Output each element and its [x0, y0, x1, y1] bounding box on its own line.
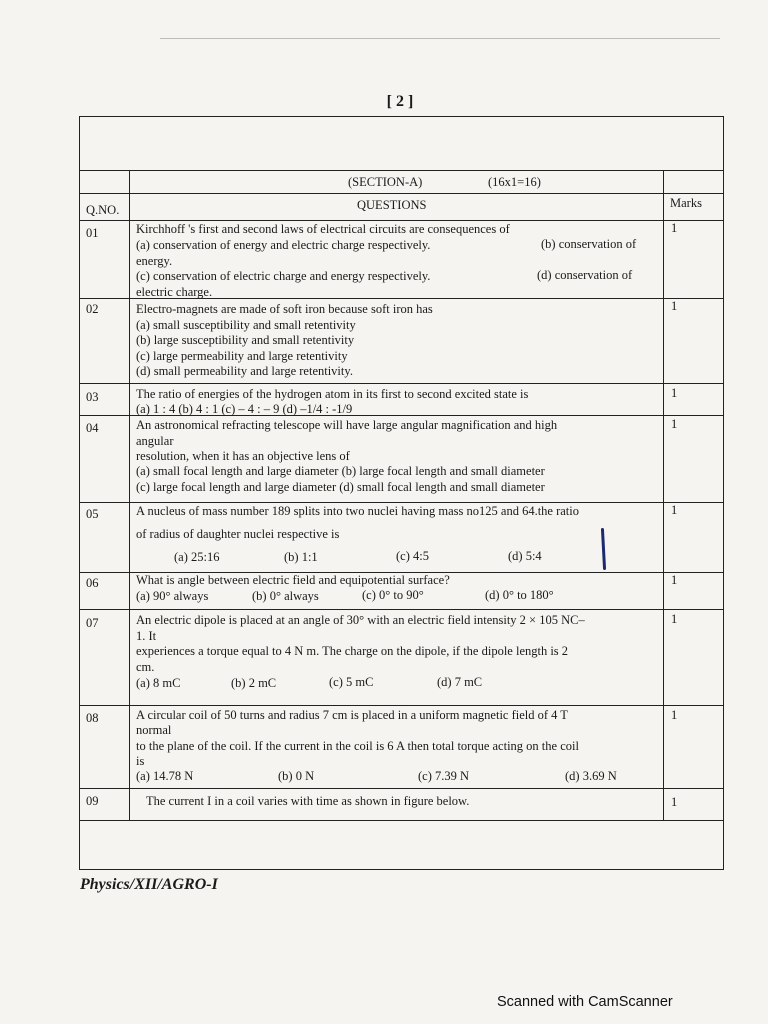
q04-stem-cont: angular — [136, 434, 174, 448]
q02-number: 02 — [86, 302, 99, 316]
rule-q06 — [79, 609, 724, 610]
q08-option-b: (b) 0 N — [278, 769, 315, 783]
q08-option-a: (a) 14.78 N — [136, 769, 194, 783]
rule-section-bottom — [79, 193, 724, 194]
rule-q02 — [79, 383, 724, 384]
section-title: (SECTION-A) — [348, 175, 423, 189]
q01-option-b-cont: energy. — [136, 254, 173, 268]
q09-stem: The current I in a coil varies with time as shown in figure below. — [146, 794, 470, 808]
q05-option-a: (a) 25:16 — [174, 550, 220, 564]
q08-stem: A circular coil of 50 turns and radius 7 cm is placed in a uniform magnetic field of 4 T — [136, 708, 568, 722]
q08-number: 08 — [86, 711, 99, 725]
q02-option-a: (a) small susceptibility and small retentivity — [136, 318, 356, 332]
q07-stem-cont-2: experiences a torque equal to 4 N m. The charge on the dipole, if the dipole length is 2 — [136, 644, 569, 658]
q01-stem: Kirchhoff 's first and second laws of electrical circuits are consequences of — [136, 222, 510, 236]
q05-stem: A nucleus of mass number 189 splits into two nuclei having mass no125 and 64.the ratio — [136, 504, 579, 518]
q01-option-d-cont: electric charge. — [136, 285, 213, 299]
q07-option-d: (d) 7 mC — [437, 675, 483, 689]
q04-stem-cont-2: resolution, when it has an objective lens of — [136, 449, 350, 463]
q03-options: (a) 1 : 4 (b) 4 : 1 (c) – 4 : – 9 (d) –1/4 : -1/9 — [136, 402, 353, 416]
rule-section-top — [79, 170, 724, 171]
q02-stem: Electro-magnets are made of soft iron because soft iron has — [136, 302, 433, 316]
q07-number: 07 — [86, 616, 99, 630]
header-marks: Marks — [670, 196, 702, 210]
q08-option-d: (d) 3.69 N — [565, 769, 617, 783]
col-divider-marks — [663, 170, 664, 820]
top-edge-line — [160, 38, 720, 39]
q09-number: 09 — [86, 794, 99, 808]
q05-option-d: (d) 5:4 — [508, 549, 542, 563]
q03-marks: 1 — [671, 386, 678, 400]
q01-option-c: (c) conservation of electric charge and energy respectively. — [136, 269, 431, 283]
q07-option-a: (a) 8 mC — [136, 676, 181, 690]
q03-number: 03 — [86, 390, 99, 404]
header-qno: Q.NO. — [86, 203, 120, 217]
header-questions: QUESTIONS — [357, 198, 427, 212]
q02-option-d: (d) small permeability and large retentivity. — [136, 364, 353, 378]
q04-number: 04 — [86, 421, 99, 435]
q01-option-a: (a) conservation of energy and electric charge respectively. — [136, 238, 431, 252]
q05-option-b: (b) 1:1 — [284, 550, 318, 564]
q05-number: 05 — [86, 507, 99, 521]
q07-stem: An electric dipole is placed at an angle of 30° with an electric field intensity 2 × 105 NC– — [136, 613, 585, 627]
course-code-footer: Physics/XII/AGRO-I — [80, 876, 218, 893]
q04-options-ab: (a) small focal length and large diameter (b) large focal length and small diameter — [136, 464, 545, 478]
rule-q07 — [79, 705, 724, 706]
q04-stem: An astronomical refracting telescope will have large angular magnification and high — [136, 418, 558, 432]
q06-stem: What is angle between electric field and equipotential surface? — [136, 573, 450, 587]
page-number: [ 2 ] — [386, 93, 414, 110]
q02-option-c: (c) large permeability and large retentivity — [136, 349, 348, 363]
q08-marks: 1 — [671, 708, 678, 722]
q07-option-c: (c) 5 mC — [329, 675, 374, 689]
q07-option-b: (b) 2 mC — [231, 676, 277, 690]
q07-stem-cont: 1. It — [136, 629, 157, 643]
section-scheme: (16x1=16) — [488, 175, 541, 189]
q06-option-c: (c) 0° to 90° — [362, 588, 424, 602]
q08-stem-cont-2: to the plane of the coil. If the current in the coil is 6 A then total torque acting on the coil — [136, 739, 579, 753]
q05-marks: 1 — [671, 503, 678, 517]
q08-stem-cont-3: is — [136, 754, 145, 768]
q02-marks: 1 — [671, 299, 678, 313]
q01-option-d: (d) conservation of — [537, 268, 633, 282]
q04-options-cd: (c) large focal length and large diameter (d) small focal length and small diameter — [136, 480, 545, 494]
q06-number: 06 — [86, 576, 99, 590]
q02-option-b: (b) large susceptibility and small retentivity — [136, 333, 355, 347]
rule-q08 — [79, 788, 724, 789]
q06-marks: 1 — [671, 573, 678, 587]
scanner-watermark: Scanned with CamScanner — [497, 994, 673, 1010]
q09-marks: 1 — [671, 795, 678, 809]
q01-option-b: (b) conservation of — [541, 237, 637, 251]
q08-stem-cont: normal — [136, 723, 172, 737]
q07-marks: 1 — [671, 612, 678, 626]
q06-option-a: (a) 90° always — [136, 589, 209, 603]
col-divider-qno — [129, 170, 130, 820]
q07-stem-cont-3: cm. — [136, 660, 155, 674]
q04-marks: 1 — [671, 417, 678, 431]
rule-q09 — [79, 820, 724, 821]
q01-marks: 1 — [671, 221, 678, 235]
q08-option-c: (c) 7.39 N — [418, 769, 470, 783]
q05-stem-cont: of radius of daughter nuclei respective is — [136, 527, 340, 541]
q05-option-c: (c) 4:5 — [396, 549, 429, 563]
q01-number: 01 — [86, 226, 99, 240]
q06-option-b: (b) 0° always — [252, 589, 319, 603]
q06-option-d: (d) 0° to 180° — [485, 588, 554, 602]
q03-stem: The ratio of energies of the hydrogen atom in its first to second excited state is — [136, 387, 529, 401]
